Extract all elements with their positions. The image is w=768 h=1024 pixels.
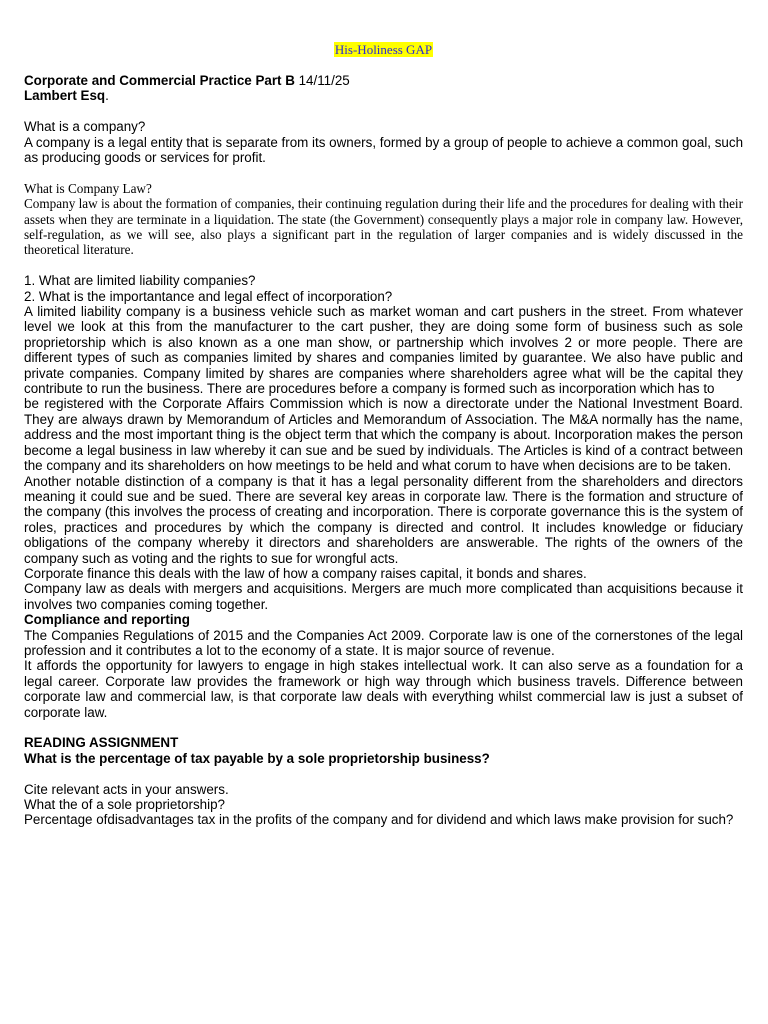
question-tax bbox=[24, 751, 743, 766]
paragraph-finance: Corporate finance this deals with the law of how a company raises capital, it bonds and shares. bbox=[24, 565, 587, 581]
heading-compliance bbox=[24, 612, 743, 627]
question-2: 2. What is the importantance and legal effect of incorporation? bbox=[24, 288, 393, 304]
paragraph-company-law: Company law is about the formation of companies, their continuing regulation during their life and the procedures for dealing with their assets when they are terminate in a liquidation. The state (the Government) consequently plays a major role in company law. However, self-regulation, as we will see, also plays a significant part in the regulation of larger companies and is widely discussed in the theoretical literature. bbox=[24, 196, 743, 258]
lecture-date: 14/11/25 bbox=[294, 73, 350, 88]
paragraph-what-the: What the of a sole proprietorship? bbox=[24, 797, 225, 813]
lecturer-name: Lambert Esq bbox=[24, 88, 106, 104]
paragraph-llc: A limited liability company is a business vehicle such as market woman and cart pushers in the street. From whatever level we look at this from the manufacturer to the cart pusher, they are doing some form of business such as sole proprietorship which is also known as a one man show, or partnership which involves 2 or more people. There are different types of such as companies limited by shares and companies limited by guarantee. We also have public and private companies. Company limited by shares are companies where shareholders agree what will be the capital they contribute to run the business. There are procedures before a company is formed such as incorporation which has to bbox=[24, 304, 743, 397]
paragraph-percentage: Percentage ofdisadvantages tax in the profits of the company and for dividend and which laws make provision for such? bbox=[24, 812, 734, 828]
paragraph-company: A company is a legal entity that is separate from its owners, formed by a group of people to achieve a common goal, such as producing goods or services for profit. bbox=[24, 134, 744, 166]
course-title-line bbox=[24, 73, 743, 88]
heading-reading-text: READING ASSIGNMENT bbox=[24, 735, 179, 751]
paragraph-affords: It affords the opportunity for lawyers to engage in high stakes intellectual work. It can also serve as a foundation for a legal career. Corporate law provides the framework or high way through which business travels. Difference between corporate law and commercial law, is that corporate law deals with everything whilst commercial law is just a subset of corporate law. bbox=[24, 658, 743, 720]
paragraph-mergers: Company law as deals with mergers and acquisitions. Mergers are much more complicated than acquisitions because it involves two companies coming together. bbox=[24, 581, 743, 612]
course-title: Corporate and Commercial Practice Part B bbox=[24, 73, 295, 88]
paragraph-cac: be registered with the Corporate Affairs Commission which is now a directorate under the National Investment Board. They are always drawn by Memorandum of Articles and Memorandum of Association. The M&A normally has the name, address and the most important thing is the object term that which the company is about. Incorporation makes the person become a legal business in law whereby it can sue and be sued by individuals. The Articles is kind of a contract between the company and its shareholders on how meetings to be held and what corum to have when decisions are to be taken. bbox=[24, 396, 743, 474]
lecturer-line bbox=[24, 88, 743, 103]
banner-text: His-Holiness GAP bbox=[334, 42, 433, 57]
question-tax-text: What is the percentage of tax payable by a sole proprietorship business? bbox=[24, 750, 490, 766]
heading-reading-assignment bbox=[24, 735, 743, 750]
question-1: 1. What are limited liability companies? bbox=[24, 273, 256, 289]
paragraph-regulations: The Companies Regulations of 2015 and the Companies Act 2009. Corporate law is one of the cornerstones of the legal profession and it contributes a lot to the economy of a state. It is major source of revenue. bbox=[24, 627, 743, 658]
paragraph-distinction: Another notable distinction of a company is that it has a legal personality different from the shareholders and directors meaning it could sue and be sued. There are several key areas in corporate law. There is the formation and structure of the company (this involves the process of creating and incorporation. There is corporate governance this is the system of roles, practices and procedures by which the company is directed and control. It includes knowledge or fiduciary obligations of the company whereby it directors and shareholders are answerable. The rights of the owners of the company such as voting and the rights to sue for wrongful acts. bbox=[24, 473, 743, 566]
lecturer-suffix: . bbox=[105, 88, 109, 104]
question-company: What is a company? bbox=[24, 119, 146, 135]
paragraph-cite: Cite relevant acts in your answers. bbox=[24, 781, 229, 797]
header-banner bbox=[24, 42, 743, 60]
question-company-law: What is Company Law? bbox=[24, 180, 152, 196]
heading-compliance-text: Compliance and reporting bbox=[24, 612, 190, 628]
